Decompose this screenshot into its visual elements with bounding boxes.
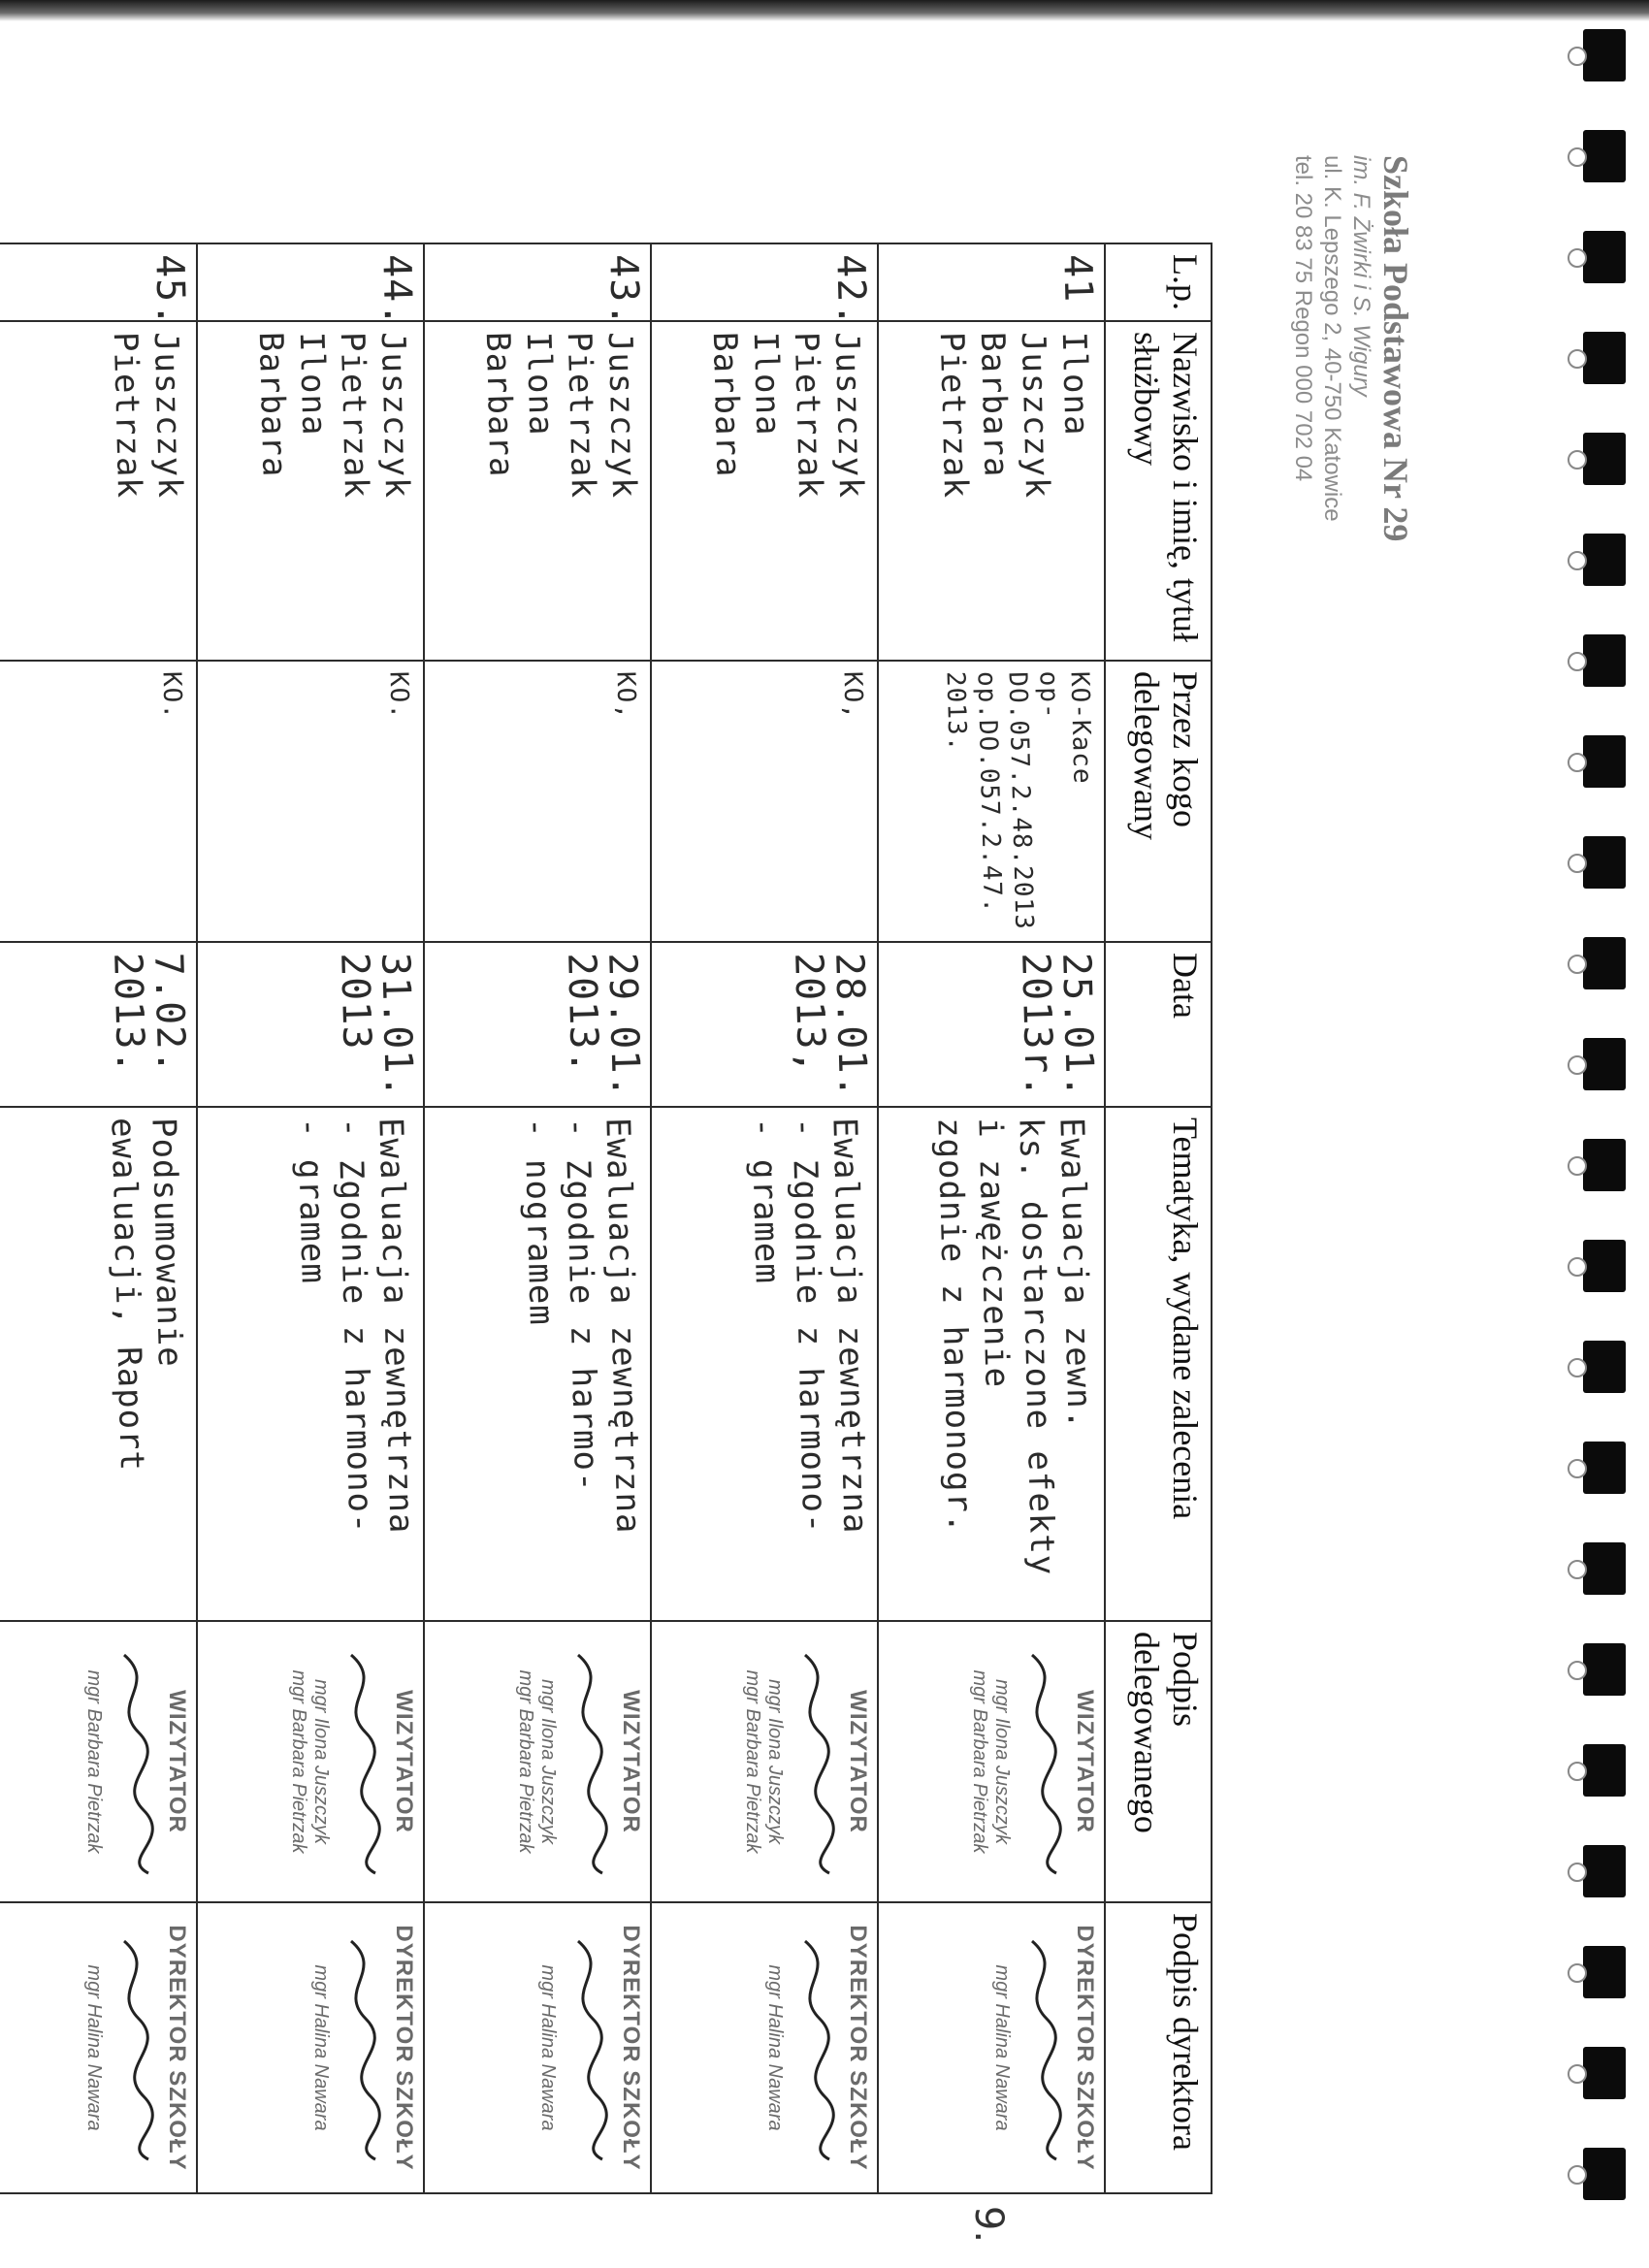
name-cell <box>651 321 878 661</box>
handwritten-line: Pietrzak <box>559 331 603 500</box>
handwritten-line: - Zgodnie z harmo- <box>557 1117 606 1493</box>
delegate-signature-cell <box>878 1621 1105 1902</box>
signature-scribble <box>786 1632 844 1892</box>
handwritten-line: 2013, <box>786 952 834 1076</box>
stamp-name: mgr Halina Nawara <box>310 1964 332 2131</box>
handwritten-line: Podsumowanie <box>144 1117 190 1369</box>
stamp-role: WIZYTATOR <box>391 1690 417 1833</box>
binding-ring <box>1583 735 1626 788</box>
handwritten-line: 28.01. <box>826 952 875 1100</box>
handwritten-line: Juszczyk <box>146 331 190 500</box>
signature-scribble <box>559 1632 617 1892</box>
signature-stamp <box>741 1632 871 1892</box>
name-cell <box>197 321 424 661</box>
binding-ring <box>1583 1240 1626 1292</box>
register-sheet <box>83 155 1416 2212</box>
signature-scribble <box>105 1632 163 1892</box>
binding-ring <box>1583 1946 1626 1998</box>
topics-cell <box>424 1107 651 1621</box>
date-cell <box>0 942 197 1107</box>
column-header: Tematyka, wydane zalecenia <box>1105 1107 1212 1621</box>
handwritten-line: 25.01. <box>1053 952 1102 1100</box>
signature-stamp <box>763 1913 871 2183</box>
spiral-binding <box>1569 29 1649 2260</box>
binding-ring <box>1583 1442 1626 1494</box>
stamp-name: mgr Barbara Pietrzak <box>515 1669 536 1854</box>
signature-stamp <box>990 1913 1098 2183</box>
delegated-by-cell <box>878 661 1105 942</box>
delegate-signature-cell <box>651 1621 878 1902</box>
handwritten-line: Ilona <box>518 331 561 437</box>
table-body <box>0 243 1105 2193</box>
stamp-name: mgr Ilona Juszczyk <box>764 1678 786 1845</box>
binding-ring <box>1583 937 1626 989</box>
handwritten-line: Juszczyk <box>372 331 417 500</box>
table-header-row <box>1105 243 1212 2193</box>
stamp-name: mgr Halina Nawara <box>83 1964 105 2131</box>
signature-stamp <box>536 1913 644 2183</box>
binding-ring <box>1583 2047 1626 2099</box>
handwritten-line: 2013. <box>105 952 153 1076</box>
signature-scribble <box>786 1913 844 2183</box>
binding-ring <box>1583 1845 1626 1897</box>
handwritten-line: - Zgodnie z harmono- <box>784 1117 834 1535</box>
signature-scribble <box>1013 1913 1071 2183</box>
table-row <box>651 243 878 2193</box>
delegated-by-cell <box>424 661 651 942</box>
school-address: ul. K. Lepszego 2, 40-750 Katowice <box>1319 155 1345 522</box>
handwritten-line: zgodnie z harmonogr. <box>929 1117 980 1535</box>
handwritten-line: 2013. <box>559 952 607 1076</box>
handwritten-line: Pietrzak <box>332 331 376 500</box>
binding-ring <box>1583 1038 1626 1090</box>
binding-ring <box>1583 29 1626 81</box>
delegated-by-cell <box>197 661 424 942</box>
director-signature-cell <box>651 1902 878 2193</box>
binding-ring <box>1583 534 1626 586</box>
column-header: L.p. <box>1105 243 1212 321</box>
handwritten-line: ewaluacji, Raport <box>103 1117 151 1473</box>
stamp-role: DYREKTOR SZKOŁY <box>845 1925 871 2171</box>
handwritten-line: op.DO.057.2.47. <box>971 670 1008 915</box>
handwritten-line: Pietrzak <box>931 331 976 500</box>
signature-scribble <box>1013 1632 1071 1892</box>
signature-scribble <box>105 1913 163 2183</box>
handwritten-line: Juszczyk <box>1013 331 1057 500</box>
stamp-role: WIZYTATOR <box>618 1690 644 1833</box>
signature-scribble <box>332 1632 390 1892</box>
stamp-role: WIZYTATOR <box>1072 1690 1098 1833</box>
table-row <box>424 243 651 2193</box>
handwritten-line: KO-Kace <box>1064 670 1097 785</box>
signature-stamp <box>309 1913 417 2183</box>
signature-stamp <box>287 1632 417 1892</box>
topics-cell <box>878 1107 1105 1621</box>
stamp-name: mgr Barbara Pietrzak <box>742 1669 763 1854</box>
row-number: 45. <box>146 253 194 328</box>
stamp-role: DYREKTOR SZKOŁY <box>391 1925 417 2171</box>
stamp-name: mgr Halina Nawara <box>991 1964 1013 2131</box>
binding-ring <box>1583 1139 1626 1191</box>
handwritten-line: Ewaluacja zewn. <box>1051 1117 1099 1431</box>
binding-ring <box>1583 836 1626 889</box>
column-header: Nazwisko i imię, tytuł służbowy <box>1105 321 1212 661</box>
director-signature-cell <box>0 1902 197 2193</box>
row-number: 41 <box>1054 253 1101 304</box>
handwritten-line: op-DO.057.2.48.2013 <box>1002 670 1064 931</box>
binding-ring <box>1583 1542 1626 1595</box>
handwritten-line: Ewaluacja zewnętrzna <box>598 1117 648 1535</box>
director-signature-cell <box>197 1902 424 2193</box>
stamp-role: WIZYTATOR <box>164 1690 190 1833</box>
binding-ring <box>1583 1341 1626 1393</box>
handwritten-line: Ilona <box>291 331 334 437</box>
handwritten-line: - nogramem <box>516 1117 561 1327</box>
table-row <box>197 243 424 2193</box>
handwritten-line: 29.01. <box>599 952 648 1100</box>
school-contact: tel. 20 83 75 Regon 000 702 04 <box>1290 155 1316 482</box>
signature-scribble <box>559 1913 617 2183</box>
handwritten-line: Pietrzak <box>105 331 149 500</box>
page-top-edge <box>0 0 1649 21</box>
signature-stamp <box>968 1632 1098 1892</box>
handwritten-line: KO. <box>383 670 414 721</box>
row-number: 43. <box>600 253 648 328</box>
page-number: 9. <box>966 2205 1012 2244</box>
school-stamp <box>1271 155 1416 1028</box>
handwritten-line: - gramem <box>289 1117 333 1285</box>
binding-ring <box>1583 634 1626 687</box>
date-cell <box>878 942 1105 1107</box>
signature-stamp <box>82 1632 190 1892</box>
stamp-name: mgr Ilona Juszczyk <box>991 1678 1013 1845</box>
school-name: Szkoła Podstawowa Nr 29 <box>1376 155 1415 542</box>
director-signature-cell <box>424 1902 651 2193</box>
binding-ring <box>1583 1744 1626 1797</box>
handwritten-line: Barbara <box>972 331 1016 478</box>
name-cell <box>424 321 651 661</box>
date-cell <box>424 942 651 1107</box>
stamp-role: DYREKTOR SZKOŁY <box>618 1925 644 2171</box>
topics-cell <box>197 1107 424 1621</box>
binding-ring <box>1583 231 1626 283</box>
school-patron: im. F. Żwirki i S. Wigury <box>1348 155 1374 397</box>
signature-stamp <box>514 1632 644 1892</box>
signature-scribble <box>332 1913 390 2183</box>
date-cell <box>197 942 424 1107</box>
handwritten-line: - Zgodnie z harmono- <box>330 1117 380 1535</box>
handwritten-line: Barbara <box>477 331 521 478</box>
binding-ring <box>1583 433 1626 485</box>
name-cell <box>878 321 1105 661</box>
handwritten-line: - gramem <box>743 1117 787 1285</box>
handwritten-line: i zawężczenie <box>970 1117 1017 1389</box>
date-cell <box>651 942 878 1107</box>
handwritten-line: KO, <box>610 670 641 721</box>
signature-stamp <box>82 1913 190 2183</box>
stamp-name: mgr Barbara Pietrzak <box>288 1669 309 1854</box>
delegate-signature-cell <box>424 1621 651 1902</box>
row-number: 44. <box>373 253 421 328</box>
table-row <box>878 243 1105 2193</box>
topics-cell <box>651 1107 878 1621</box>
stamp-name: mgr Ilona Juszczyk <box>537 1678 559 1845</box>
delegate-signature-cell <box>197 1621 424 1902</box>
inspection-register-table <box>0 243 1212 2194</box>
handwritten-line: Juszczyk <box>599 331 644 500</box>
stamp-role: DYREKTOR SZKOŁY <box>1072 1925 1098 2171</box>
handwritten-line: 31.01. <box>372 952 421 1100</box>
row-number: 42. <box>827 253 875 328</box>
stamp-name: mgr Barbara Pietrzak <box>969 1669 990 1854</box>
handwritten-line: 7.02. <box>146 952 194 1076</box>
column-header: Przez kogo delegowany <box>1105 661 1212 942</box>
delegate-signature-cell <box>0 1621 197 1902</box>
director-signature-cell <box>878 1902 1105 2193</box>
handwritten-line: Ilona <box>745 331 788 437</box>
handwritten-line: Ilona <box>1053 331 1096 437</box>
handwritten-line: Barbara <box>704 331 748 478</box>
stamp-name: mgr Halina Nawara <box>537 1964 559 2131</box>
delegated-by-cell <box>651 661 878 942</box>
table-row <box>0 243 197 2193</box>
binding-ring <box>1583 130 1626 182</box>
stamp-name: mgr Barbara Pietrzak <box>83 1669 105 1854</box>
stamp-name: mgr Halina Nawara <box>764 1964 786 2131</box>
topics-cell <box>0 1107 197 1621</box>
handwritten-line: Pietrzak <box>786 331 830 500</box>
handwritten-line: Barbara <box>250 331 294 478</box>
stamp-role: WIZYTATOR <box>845 1690 871 1833</box>
column-header: Data <box>1105 942 1212 1107</box>
handwritten-line: KO. <box>156 670 187 721</box>
stamp-name: mgr Ilona Juszczyk <box>310 1678 332 1845</box>
handwritten-line: KO, <box>837 670 868 721</box>
handwritten-line: ks. dostarczone efekty <box>1011 1117 1062 1576</box>
binding-ring <box>1583 2148 1626 2200</box>
handwritten-line: 2013 <box>332 952 379 1051</box>
handwritten-line: 2013. <box>940 670 972 753</box>
handwritten-line: Juszczyk <box>826 331 871 500</box>
stamp-role: DYREKTOR SZKOŁY <box>164 1925 190 2171</box>
binding-ring <box>1583 1643 1626 1696</box>
handwritten-line: Ewaluacja zewnętrzna <box>371 1117 421 1535</box>
column-header: Podpis delegowanego <box>1105 1621 1212 1902</box>
handwritten-line: 2013r. <box>1013 952 1061 1100</box>
delegated-by-cell <box>0 661 197 942</box>
handwritten-line: Ewaluacja zewnętrzna <box>824 1117 875 1535</box>
binding-ring <box>1583 332 1626 384</box>
name-cell <box>0 321 197 661</box>
column-header: Podpis dyrektora <box>1105 1902 1212 2193</box>
